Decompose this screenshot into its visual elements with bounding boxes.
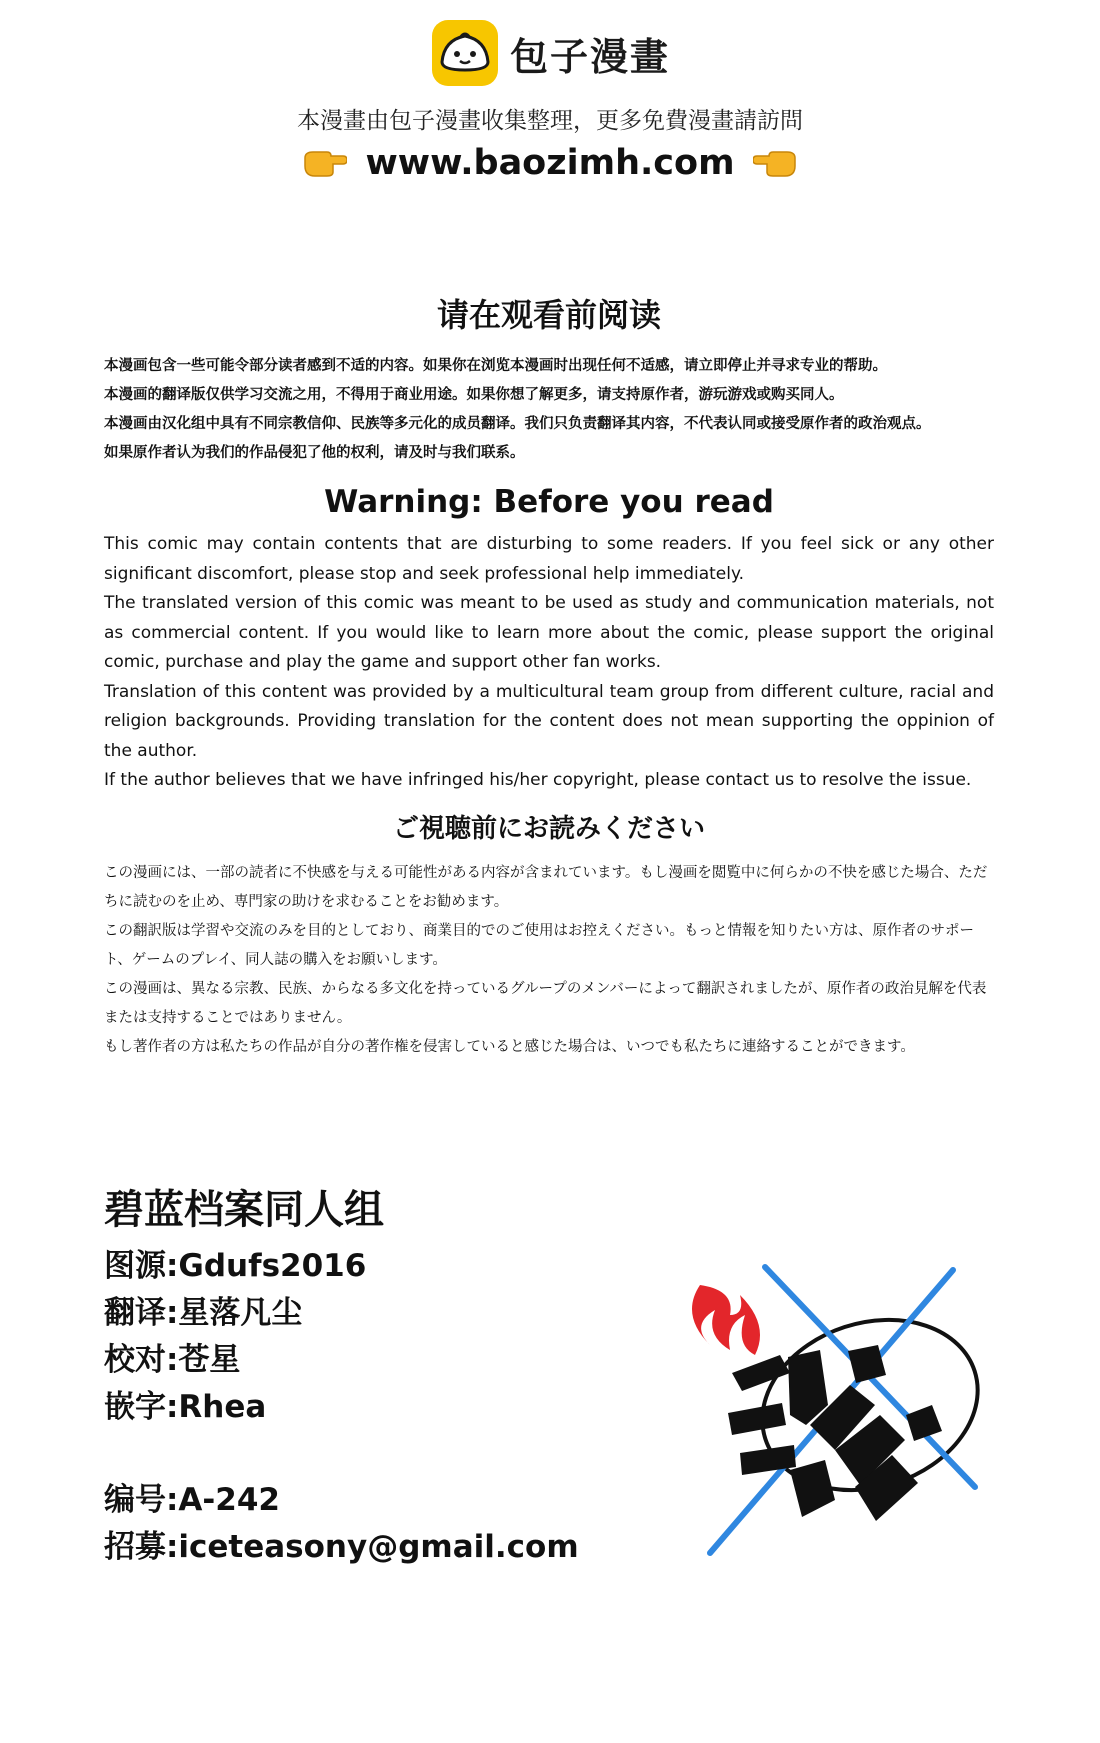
brand[interactable] bbox=[0, 18, 1100, 88]
credit-translation: 翻译:星落凡尘 bbox=[104, 1295, 303, 1331]
credits bbox=[104, 1178, 724, 1571]
credit-source: 图源:Gdufs2016 bbox=[104, 1248, 367, 1284]
pointing-left-hand-icon bbox=[753, 148, 797, 178]
group-name: 碧蓝档案同人组 bbox=[104, 1187, 384, 1233]
notice-ja-paragraph: この翻訳版は学習や交流のみを目的としており、商業目的でのご使用はお控えください。もっと情報を知りたい方は、原作者のサポート、ゲームのプレイ、同人誌の購入をお願いします。 bbox=[104, 922, 974, 968]
notice-zh-line: 本漫画包含一些可能令部分读者感到不适的内容。如果你在浏览本漫画时出现任何不适感，请立即停止并寻求专业的帮助。 bbox=[104, 358, 887, 374]
credit-proofreading: 校对:苍星 bbox=[104, 1342, 241, 1378]
notice-zh-line: 如果原作者认为我们的作品侵犯了他的权利，请及时与我们联系。 bbox=[104, 445, 525, 461]
pointing-right-hand-icon bbox=[303, 148, 347, 178]
url-row bbox=[0, 143, 1100, 183]
brand-name: 包子漫畫 bbox=[509, 34, 670, 79]
credit-recruit-email[interactable]: 招募:iceteasony@gmail.com bbox=[104, 1529, 579, 1565]
reading-notice bbox=[104, 290, 994, 1062]
credit-serial: 编号:A-242 bbox=[104, 1482, 280, 1518]
notice-en-paragraph: If the author believes that we have infringed his/her copyright, please contact us to resolve the issue. bbox=[104, 770, 972, 790]
notice-en-paragraph: This comic may contain contents that are disturbing to some readers. If you feel sick or any other significant discomfort, please stop and seek professional help immediately. bbox=[104, 534, 994, 584]
site-header bbox=[0, 18, 1100, 183]
baozi-logo-icon bbox=[430, 18, 500, 88]
notice-title-zh: 请在观看前阅读 bbox=[436, 296, 661, 334]
notice-zh-line: 本漫画由汉化组中具有不同宗教信仰、民族等多元化的成员翻译。我们只负责翻译其内容，不代表认同或接受原作者的政治观点。 bbox=[104, 416, 931, 432]
notice-en-paragraph: Translation of this content was provided by a multicultural team group from different culture, racial and religion backgrounds. Providing translation for the content does not mean supporting the oppinion of the author. bbox=[104, 681, 994, 761]
notice-en-paragraph: The translated version of this comic was meant to be used as study and communication materials, not as commercial content. If you would like to learn more about the comic, please support the original comic, purchase and play the game and support other fan works. bbox=[104, 593, 994, 672]
collected-notice: 本漫畫由包子漫畫收集整理，更多免費漫畫請訪問 bbox=[297, 108, 803, 134]
credit-typesetting: 嵌字:Rhea bbox=[104, 1389, 267, 1425]
group-emblem-icon bbox=[670, 1255, 990, 1565]
notice-zh-line: 本漫画的翻译版仅供学习交流之用，不得用于商业用途。如果你想了解更多，请支持原作者，游玩游戏或购买同人。 bbox=[104, 387, 844, 403]
notice-ja-paragraph: この漫画には、一部の読者に不快感を与える可能性がある内容が含まれています。もし漫画を閲覧中に何らかの不快を感じた場合、ただちに読むのを止め、専門家の助けを求むることをお勧めます。 bbox=[104, 864, 988, 910]
notice-ja-paragraph: もし著作者の方は私たちの作品が自分の著作権を侵害していると感じた場合は、いつでも私たちに連絡することができます。 bbox=[104, 1038, 915, 1055]
notice-title-en: Warning: Before you read bbox=[324, 484, 774, 520]
site-url-link[interactable]: www.baozimh.com bbox=[365, 143, 735, 183]
spacer bbox=[104, 1431, 724, 1477]
notice-title-ja: ご視聴前にお読みください bbox=[392, 813, 705, 844]
notice-ja-paragraph: この漫画は、異なる宗教、民族、からなる多文化を持っているグループのメンバーによって翻訳されましたが、原作者の政治見解を代表または支持することではありません。 bbox=[104, 980, 987, 1026]
